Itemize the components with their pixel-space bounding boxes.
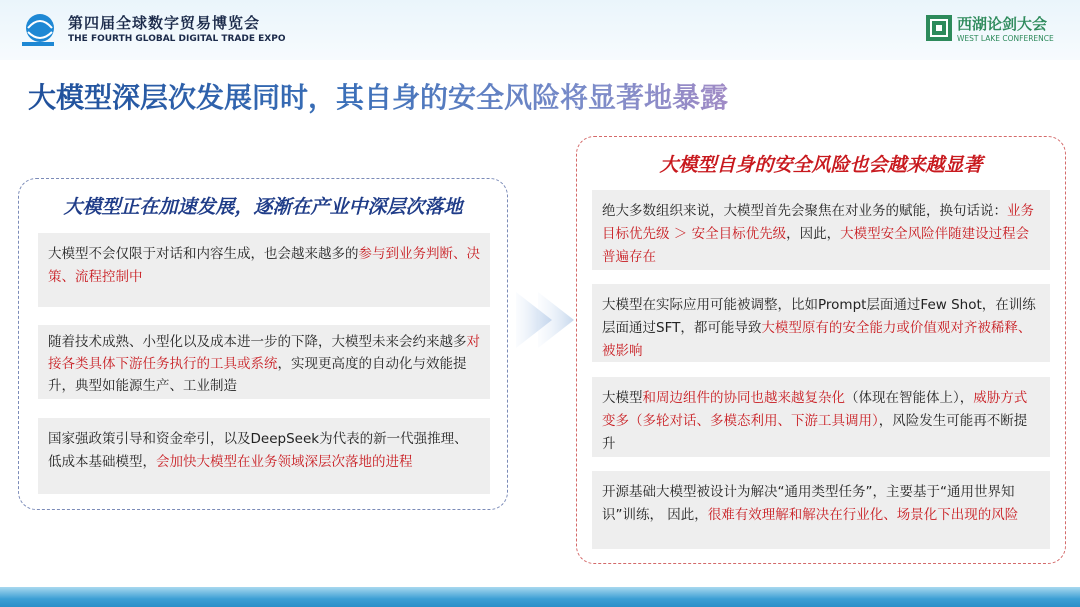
card-text: ，因此， (786, 226, 841, 242)
conference-name-cn: 西湖论剑大会 (957, 15, 1048, 33)
expo-name-en: THE FOURTH GLOBAL DIGITAL TRADE EXPO (68, 34, 286, 44)
right-card-1 (592, 190, 1050, 270)
right-arrow-icon (516, 288, 578, 352)
left-panel-heading: 大模型正在加速发展，逐渐在产业中深层次落地 (63, 196, 463, 218)
card-highlight: 对接各类具体下游任务执行的工具或系统 (48, 334, 480, 372)
left-card-2 (38, 325, 490, 399)
right-card-3 (592, 377, 1050, 457)
right-card-2 (592, 284, 1050, 362)
footer-bar (0, 587, 1080, 607)
expo-name-cn: 第四届全球数字贸易博览会 (68, 14, 261, 32)
right-card-4 (592, 471, 1050, 549)
expo-logo-icon (18, 10, 58, 50)
card-text: 国家强政策引导和资金牵引，以及DeepSeek为代表的新一代强推理、低成本基础模型， (48, 431, 468, 470)
card-highlight: 和周边组件的协同也越来越复杂化 (642, 390, 845, 406)
card-text: ，实现更高度的自动化与效能提升，典型如能源生产、工业制造 (48, 356, 467, 394)
card-text: 绝大多数组织来说，大模型首先会聚焦在对业务的赋能，换句话说： (602, 203, 1007, 219)
conference-name-en: WEST LAKE CONFERENCE (957, 34, 1054, 43)
card-text: 大模型 (602, 390, 643, 406)
card-highlight: 大模型原有的安全能力或价值观对齐被稀释、被影响 (602, 320, 1032, 359)
card-text: 随着技术成熟、小型化以及成本进一步的下降，大模型未来会约来越多 (48, 334, 467, 350)
card-text: ，风险发生可能再不断提升 (602, 413, 1028, 452)
card-highlight: 很难有效理解和解决在行业化、场景化下出现的风险 (707, 507, 1019, 523)
header-bar (0, 0, 1080, 60)
conference-logo-icon (925, 14, 953, 42)
card-text: 开源基础大模型被设计为解决“通用类型任务”，主要基于“通用世界知识”训练， 因此， (602, 484, 1015, 523)
right-panel-heading: 大模型自身的安全风险也会越来越显著 (659, 154, 983, 176)
card-highlight: 威胁方式变多（多轮对话、多模态利用、下游工具调用） (602, 390, 1028, 429)
card-text: （体现在智能体上）， (845, 390, 974, 406)
card-text: 大模型不会仅限于对话和内容生成，也会越来越多的 (48, 246, 359, 262)
left-card-3 (38, 418, 490, 494)
card-highlight: 业务目标优先级 ＞ 安全目标优先级 (602, 203, 1034, 242)
card-text: 大模型在实际应用可能被调整，比如Prompt层面通过Few Shot，在训练层面通过SFT，都可能导致 (602, 297, 1036, 336)
page-title: 大模型深层次发展同时，其自身的安全风险将显著地暴露 (28, 76, 728, 116)
card-highlight: 大模型安全风险伴随建设过程会普遍存在 (602, 226, 1030, 265)
card-highlight: 会加快大模型在业务领域深层次落地的进程 (156, 454, 413, 470)
card-highlight: 参与到业务判断、决策、流程控制中 (48, 246, 480, 285)
left-card-1 (38, 233, 490, 307)
